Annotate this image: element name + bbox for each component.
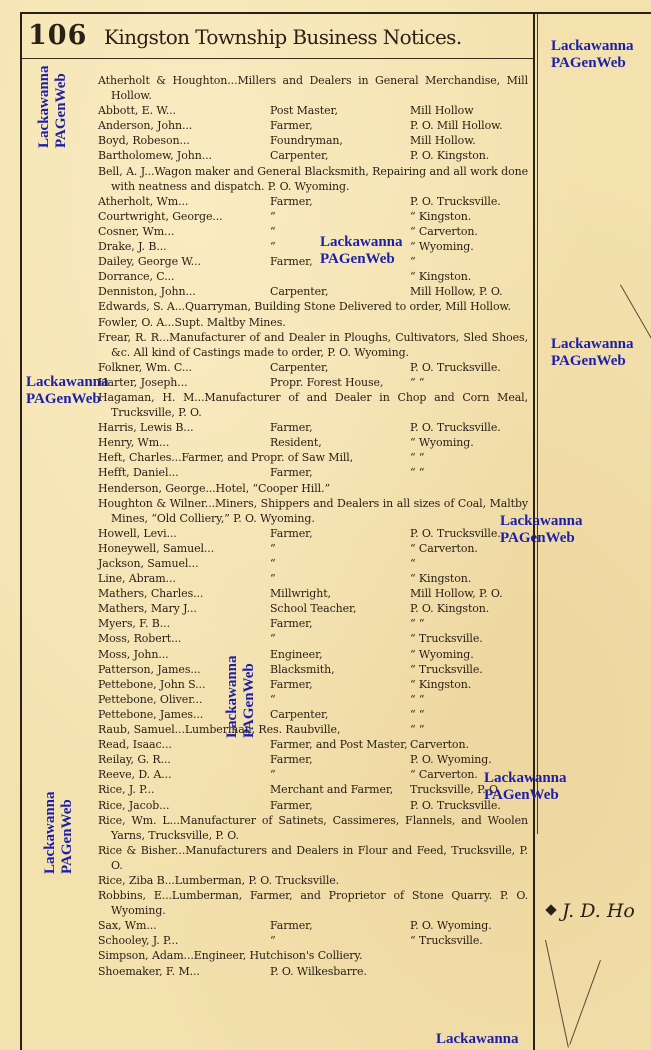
business-entry <box>98 239 528 254</box>
entry-occupation: Carpenter, <box>270 285 329 299</box>
entry-location: P. O. Trucksville. <box>410 194 501 208</box>
entry-name: Atherholt, Wm... <box>98 194 189 208</box>
watermark: Lackawanna <box>436 1031 519 1047</box>
business-entry <box>98 767 528 782</box>
entry-name: Anderson, John... <box>98 119 193 133</box>
entry-location: P. O. Trucksville. <box>410 360 501 374</box>
entry-name: Howell, Levi... <box>98 526 177 540</box>
entry-location: “ Kingston. <box>410 677 472 691</box>
business-entry <box>98 843 528 873</box>
entry-name: Line, Abram... <box>98 572 176 586</box>
entry-name: Schooley, J. P... <box>98 934 179 948</box>
page-title: Kingston Township Business Notices. <box>104 25 462 49</box>
entry-occupation: P. O. Wilkesbarre. <box>270 964 367 978</box>
business-entry <box>98 73 528 103</box>
business-entry <box>98 299 528 314</box>
business-entry <box>98 586 528 601</box>
entry-location: P. O. Mill Hollow. <box>410 119 503 133</box>
entry-occupation: Farmer, <box>270 753 313 767</box>
entry-occupation: “ <box>270 224 276 238</box>
business-entry <box>98 375 528 390</box>
entry-location: “ Kingston. <box>410 572 472 586</box>
entry-occupation: Blacksmith, <box>270 662 335 676</box>
business-entry <box>98 481 528 496</box>
business-entry <box>98 284 528 299</box>
entry-occupation: Carpenter, <box>270 149 329 163</box>
entry-occupation: “ <box>270 541 276 555</box>
entry-name: Raub, Samuel...Lumberman, Res. Raubville, <box>98 723 341 737</box>
entry-occupation: Farmer, <box>270 255 313 269</box>
entry-occupation: “ <box>270 572 276 586</box>
business-entry <box>98 194 528 209</box>
entry-occupation: Post Master, <box>270 104 338 118</box>
business-entry <box>98 722 528 737</box>
entry-name: Moss, John... <box>98 647 169 661</box>
entry-occupation: Propr. Forest House, <box>270 375 384 389</box>
entry-location: P. O. Wyoming. <box>410 919 492 933</box>
business-entry <box>98 526 528 541</box>
business-entry <box>98 798 528 813</box>
business-entry <box>98 118 528 133</box>
entry-location: Trucksville, P. O. <box>410 783 501 797</box>
entry-occupation: Carpenter, <box>270 360 329 374</box>
entry-location: “ Trucksville. <box>410 632 483 646</box>
entry-text: Rice & Bisher...Manufacturers and Dealers in Flour and Feed, Trucksville, P. O. <box>98 843 528 872</box>
entry-name: Mathers, Charles... <box>98 587 204 601</box>
entry-occupation: School Teacher, <box>270 602 357 616</box>
entry-text: Henderson, George...Hotel, “Cooper Hill.” <box>98 481 330 495</box>
entry-name: Henry, Wm... <box>98 436 170 450</box>
business-entry <box>98 873 528 888</box>
entry-occupation: “ <box>270 692 276 706</box>
business-entry <box>98 707 528 722</box>
business-entry <box>98 752 528 767</box>
entry-location: P. O. Wyoming. <box>410 753 492 767</box>
entry-occupation: Farmer, <box>270 798 313 812</box>
business-entry <box>98 254 528 269</box>
business-entry <box>98 103 528 118</box>
entry-location: “ “ <box>410 692 425 706</box>
entry-location: P. O. Trucksville. <box>410 526 501 540</box>
business-entry <box>98 330 528 360</box>
entry-name: Dorrance, C... <box>98 270 175 284</box>
business-entry <box>98 496 528 526</box>
business-entry <box>98 420 528 435</box>
entry-name: Pettebone, James... <box>98 707 204 721</box>
watermark: Lackawanna PAGenWeb <box>500 513 583 546</box>
entry-text: Fowler, O. A...Supt. Maltby Mines. <box>98 315 286 329</box>
entry-location: Carverton. <box>410 738 469 752</box>
business-entry <box>98 541 528 556</box>
business-entry <box>98 571 528 586</box>
entry-occupation: Farmer, <box>270 526 313 540</box>
business-entry <box>98 964 528 979</box>
entry-occupation: Foundryman, <box>270 134 343 148</box>
business-entry <box>98 133 528 148</box>
entry-occupation: Farmer, <box>270 194 313 208</box>
business-notices-list <box>98 73 528 979</box>
entry-location: P. O. Trucksville. <box>410 421 501 435</box>
business-entry <box>98 556 528 571</box>
entry-location: “ Trucksville. <box>410 934 483 948</box>
entry-name: Pettebone, Oliver... <box>98 692 203 706</box>
watermark: Lackawanna PAGenWeb <box>551 38 634 71</box>
entry-location: “ Carverton. <box>410 541 478 555</box>
entry-text: Hagaman, H. M...Manufacturer of and Dealer in Chop and Corn Meal, Trucksville, P. O. <box>98 390 528 420</box>
entry-location: “ Carverton. <box>410 224 478 238</box>
entry-occupation: Farmer, <box>270 617 313 631</box>
entry-occupation: Merchant and Farmer, <box>270 783 394 797</box>
page-border-top <box>20 12 651 14</box>
entry-text: Edwards, S. A...Quarryman, Building Stone Delivered to order, Mill Hollow. <box>98 300 511 314</box>
column-border-right-inner <box>537 14 538 834</box>
business-entry <box>98 269 528 284</box>
entry-location: P. O. Kingston. <box>410 602 490 616</box>
entry-name: Rice, Jacob... <box>98 798 170 812</box>
watermark-vertical: Lackawanna PAGenWeb <box>42 791 75 874</box>
business-entry <box>98 692 528 707</box>
entry-name: Harris, Lewis B... <box>98 421 194 435</box>
business-entry <box>98 224 528 239</box>
entry-location: “ Carverton. <box>410 768 478 782</box>
entry-location: “ “ <box>410 375 425 389</box>
entry-name: Courtwright, George... <box>98 209 223 223</box>
entry-text: Atherholt & Houghton...Millers and Dealers in General Merchandise, Mill Hollow. <box>98 74 528 103</box>
business-entry <box>98 782 528 797</box>
entry-location: Mill Hollow, P. O. <box>410 587 503 601</box>
entry-occupation: Farmer, <box>270 677 313 691</box>
entry-occupation: Farmer, and Post Master, <box>270 738 408 752</box>
entry-location: “ <box>410 557 416 570</box>
watermark: Lackawanna PAGenWeb <box>320 234 403 267</box>
entry-location: “ Trucksville. <box>410 662 483 676</box>
entry-name: Boyd, Robeson... <box>98 134 190 148</box>
entry-name: Bartholomew, John... <box>98 149 212 163</box>
business-entry <box>98 164 528 194</box>
watermark: Lackawanna PAGenWeb <box>484 770 567 803</box>
entry-occupation: Resident, <box>270 436 322 450</box>
entry-text: Houghton & Wilner...Miners, Shippers and Dealers in all sizes of Coal, Maltby Mines, “Old Colliery,” P. O. Wyoming. <box>98 496 528 525</box>
entry-name: Mathers, Mary J... <box>98 602 197 616</box>
business-entry <box>98 616 528 631</box>
entry-name: Moss, Robert... <box>98 632 182 646</box>
entry-name: Jackson, Samuel... <box>98 557 199 570</box>
business-entry <box>98 315 528 330</box>
entry-location: “ “ <box>410 707 425 721</box>
business-entry <box>98 948 528 963</box>
entry-location: “ Kingston. <box>410 270 472 284</box>
map-owner-label: J. D. Ho <box>562 900 635 922</box>
entry-location: “ Wyoming. <box>410 436 474 450</box>
entry-location: P. O. Kingston. <box>410 149 490 163</box>
entry-name: Pettebone, John S... <box>98 677 206 691</box>
business-entry <box>98 148 528 163</box>
entry-name: Cosner, Wm... <box>98 224 175 238</box>
business-entry <box>98 601 528 616</box>
entry-name: Rice, J. P... <box>98 783 155 797</box>
entry-location: “ “ <box>410 466 425 480</box>
entry-text: Bell, A. J...Wagon maker and General Blacksmith, Repairing and all work done with neatness and dispatch. P. O. Wyoming. <box>98 164 528 193</box>
entry-name: Reeve, D. A... <box>98 768 172 782</box>
entry-name: Harter, Joseph... <box>98 375 188 389</box>
entry-location: Mill Hollow <box>410 104 474 118</box>
entry-location: “ Wyoming. <box>410 240 474 254</box>
watermark: Lackawanna PAGenWeb <box>26 374 109 407</box>
business-entry <box>98 647 528 662</box>
entry-name: Read, Isaac... <box>98 738 172 752</box>
entry-location: “ Kingston. <box>410 209 472 223</box>
entry-location: “ “ <box>410 451 425 465</box>
entry-name: Abbott, E. W... <box>98 104 176 118</box>
business-entry <box>98 465 528 480</box>
business-entry <box>98 918 528 933</box>
business-entry <box>98 662 528 677</box>
business-entry <box>98 209 528 224</box>
entry-text: Rice, Wm. L...Manufacturer of Satinets, Cassimeres, Flannels, and Woolen Yarns, Trucksville, P. O. <box>98 813 528 842</box>
entry-occupation: “ <box>270 632 276 646</box>
entry-occupation: Farmer, <box>270 119 313 133</box>
entry-name: Hefft, Daniel... <box>98 466 179 480</box>
entry-name: Drake, J. B... <box>98 240 167 254</box>
page-number: 106 <box>28 20 88 51</box>
watermark-vertical: Lackawanna PAGenWeb <box>224 655 257 738</box>
entry-name: Patterson, James... <box>98 662 201 676</box>
entry-name: Reilay, G. R... <box>98 753 171 767</box>
entry-occupation: Farmer, <box>270 421 313 435</box>
entry-location: “ Wyoming. <box>410 647 474 661</box>
entry-occupation: Farmer, <box>270 919 313 933</box>
business-entry <box>98 737 528 752</box>
entry-occupation: “ <box>270 934 276 948</box>
entry-text: Robbins, E...Lumberman, Farmer, and Proprietor of Stone Quarry. P. O. Wyoming. <box>98 889 528 918</box>
entry-occupation: Farmer, <box>270 466 313 480</box>
entry-location: “ “ <box>410 617 425 631</box>
entry-location: P. O. Trucksville. <box>410 798 501 812</box>
header-rule <box>22 58 533 59</box>
entry-occupation: Engineer, <box>270 647 323 661</box>
page-border-left <box>20 12 22 1050</box>
entry-name: Myers, F. B... <box>98 617 170 631</box>
entry-location: “ “ <box>410 723 425 737</box>
business-entry <box>98 360 528 375</box>
entry-occupation: Millwright, <box>270 587 331 601</box>
entry-location: Mill Hollow. <box>410 134 476 148</box>
entry-name: Denniston, John... <box>98 285 196 299</box>
business-entry <box>98 435 528 450</box>
watermark-vertical: Lackawanna PAGenWeb <box>36 65 69 148</box>
entry-location: Mill Hollow, P. O. <box>410 285 503 299</box>
entry-occupation: Carpenter, <box>270 707 329 721</box>
entry-text: Frear, R. R...Manufacturer of and Dealer in Ploughs, Cultivators, Sled Shoes, &c. All kind of Castings made to order, P. O. Wyoming. <box>98 330 528 359</box>
entry-location: “ <box>410 255 416 269</box>
business-entry <box>98 813 528 843</box>
entry-occupation: “ <box>270 768 276 782</box>
entry-name: Sax, Wm... <box>98 919 157 933</box>
entry-name: Dailey, George W... <box>98 255 201 269</box>
business-entry <box>98 933 528 948</box>
entry-text: Rice, Ziba B...Lumberman, P. O. Trucksville. <box>98 873 340 887</box>
entry-name: Shoemaker, F. M... <box>98 964 200 978</box>
business-entry <box>98 390 528 420</box>
entry-name: Honeywell, Samuel... <box>98 541 215 555</box>
business-entry <box>98 888 528 918</box>
business-entry <box>98 631 528 646</box>
business-entry <box>98 450 528 465</box>
entry-occupation: “ <box>270 209 276 223</box>
entry-name: Folkner, Wm. C... <box>98 360 193 374</box>
entry-occupation: “ <box>270 557 276 570</box>
entry-text: Simpson, Adam...Engineer, Hutchison's Colliery. <box>98 949 363 963</box>
entry-name: Heft, Charles...Farmer, and Propr. of Saw Mill, <box>98 451 354 465</box>
watermark: Lackawanna PAGenWeb <box>551 336 634 369</box>
entry-occupation: “ <box>270 240 276 254</box>
business-entry <box>98 677 528 692</box>
